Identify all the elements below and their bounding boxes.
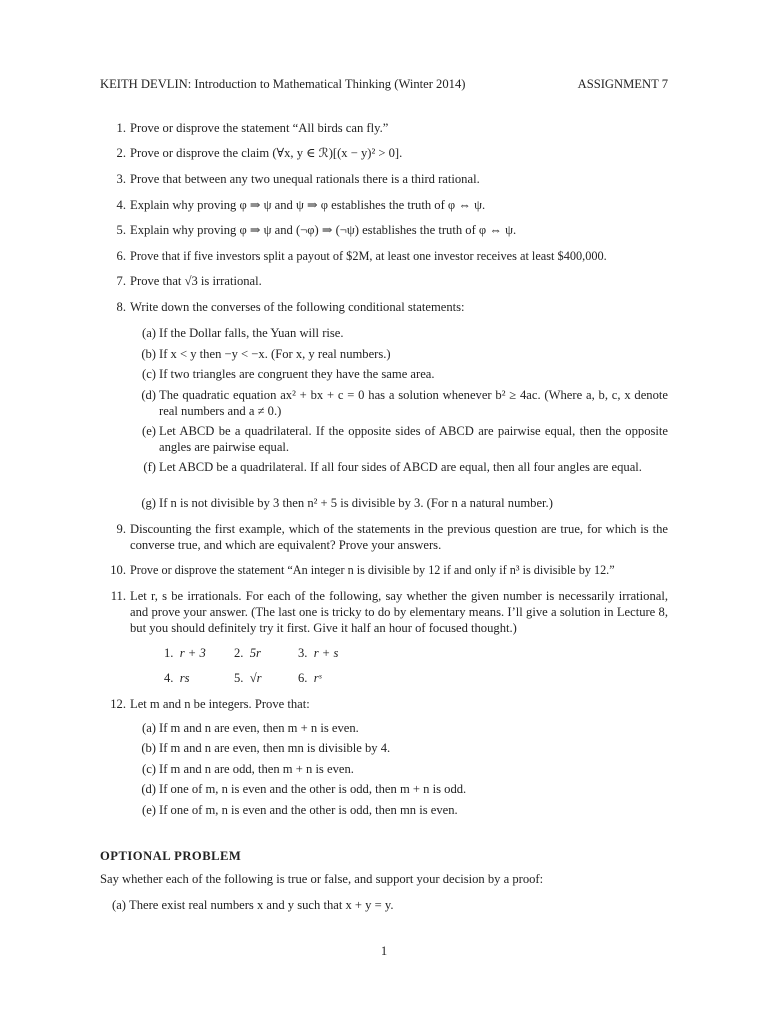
q8-item-g: [130, 495, 668, 511]
item-text: Let ABCD be a quadrilateral. If all four sides of ABCD are equal, then all four angles are equal.: [159, 460, 642, 474]
q11-item-4: [164, 670, 190, 686]
q12-item-a: [130, 720, 668, 736]
item-label: (a): [142, 721, 156, 735]
q12-item-c: [130, 761, 668, 777]
question-number: 6.: [116, 249, 126, 263]
item-expression: r + s: [313, 646, 339, 660]
question-text: Discounting the first example, which of the statements in the previous question are true, for which is the converse true, and which are equivalent? Prove your answers.: [130, 522, 668, 552]
item-label: (b): [141, 741, 156, 755]
question-number: 8.: [116, 300, 126, 314]
q12-item-d: [130, 781, 668, 797]
question-3: [100, 171, 668, 187]
question-number: 3.: [116, 172, 126, 186]
item-text: If n is not divisible by 3 then n² + 5 is divisible by 3. (For n a natural number.): [159, 496, 553, 510]
item-text: The quadratic equation ax² + bx + c = 0 has a solution whenever b² ≥ 4ac. (Where a, b, c, x denote real numbers and a ≠ 0.): [159, 388, 668, 418]
item-label: (c): [142, 367, 156, 381]
question-text: Prove that √3 is irrational.: [130, 274, 262, 288]
page-header: [100, 76, 668, 92]
header-course-title: KEITH DEVLIN: Introduction to Mathematical Thinking (Winter 2014): [100, 77, 466, 91]
item-text: If m and n are even, then m + n is even.: [159, 721, 359, 735]
item-label: (d): [141, 782, 156, 796]
item-number: 4.: [164, 671, 174, 685]
question-text: Explain why proving φ ⇒ ψ and (¬φ) ⇒ (¬ψ) establishes the truth of φ ⇔ ψ.: [130, 223, 517, 237]
question-4: [100, 197, 668, 213]
item-label: (d): [141, 388, 156, 402]
item-text: If the Dollar falls, the Yuan will rise.: [159, 326, 344, 340]
q8-item-b: [130, 346, 668, 362]
item-expression: rs: [179, 671, 190, 685]
item-label: (c): [142, 762, 156, 776]
item-label: (e): [142, 803, 156, 817]
item-label: (a): [112, 898, 126, 912]
optional-item-a: [100, 897, 668, 913]
question-number: 10.: [110, 563, 126, 577]
item-number: 6.: [298, 671, 308, 685]
item-text: If one of m, n is even and the other is odd, then mn is even.: [159, 803, 458, 817]
item-text: If x < y then −y < −x. (For x, y real numbers.): [159, 347, 391, 361]
item-expression: r + 3: [179, 646, 206, 660]
question-10: [100, 562, 668, 578]
q11-item-2: [234, 645, 261, 661]
header-assignment-label: ASSIGNMENT 7: [577, 77, 668, 91]
item-label: (a): [142, 326, 156, 340]
q11-item-1: [164, 645, 206, 661]
item-text: If two triangles are congruent they have the same area.: [159, 367, 435, 381]
item-label: (e): [142, 424, 156, 438]
item-text: If m and n are even, then mn is divisible by 4.: [159, 741, 391, 755]
question-number: 4.: [116, 198, 126, 212]
question-5: [100, 222, 668, 238]
question-2: [100, 145, 668, 161]
question-number: 7.: [116, 274, 126, 288]
question-1: [100, 120, 668, 136]
question-11: [100, 588, 668, 636]
question-text: Explain why proving φ ⇒ ψ and ψ ⇒ φ establishes the truth of φ ⇔ ψ.: [130, 198, 486, 212]
item-number: 2.: [234, 646, 244, 660]
q12-item-e: [130, 802, 668, 818]
question-text: Prove that between any two unequal rationals there is a third rational.: [130, 172, 480, 186]
question-number: 2.: [116, 146, 126, 160]
question-text: Prove or disprove the statement “All birds can fly.”: [130, 121, 389, 135]
question-number: 1.: [116, 121, 126, 135]
q11-item-5: [234, 670, 262, 686]
q8-item-e: [130, 423, 668, 455]
item-text: If one of m, n is even and the other is odd, then m + n is odd.: [159, 782, 467, 796]
question-number: 11.: [110, 589, 126, 603]
question-6: [100, 248, 668, 264]
question-text: Prove that if five investors split a payout of $2M, at least one investor receives at least $400,000.: [130, 249, 607, 263]
question-text: Prove or disprove the statement “An integer n is divisible by 12 if and only if n³ is divisible by 12.”: [130, 563, 615, 577]
question-text: Let m and n be integers. Prove that:: [130, 697, 310, 711]
question-text: Prove or disprove the claim (∀x, y ∈ ℛ)[(x − y)² > 0].: [130, 146, 403, 160]
question-number: 5.: [116, 223, 126, 237]
item-text: Let ABCD be a quadrilateral. If the opposite sides of ABCD are pairwise equal, then the opposite angles are pairwise equal.: [159, 424, 668, 454]
page-number: 1: [380, 944, 388, 958]
optional-intro: Say whether each of the following is true or false, and support your decision by a proof:: [100, 872, 544, 886]
question-text: Write down the converses of the following conditional statements:: [130, 300, 465, 314]
q8-item-f: [130, 459, 668, 475]
question-number: 9.: [116, 522, 126, 536]
q11-item-6: [298, 670, 321, 686]
item-expression: 5r: [249, 646, 261, 660]
question-7: [100, 273, 668, 289]
optional-heading: OPTIONAL PROBLEM: [100, 849, 242, 863]
question-8: [100, 299, 668, 315]
item-expression: rˢ: [313, 671, 322, 685]
q12-item-b: [130, 740, 668, 756]
q8-item-d: [130, 387, 668, 419]
item-number: 3.: [298, 646, 308, 660]
item-label: (g): [141, 496, 156, 510]
question-12: [100, 696, 668, 712]
item-number: 5.: [234, 671, 244, 685]
item-label: (b): [141, 347, 156, 361]
q8-item-c: [130, 366, 668, 382]
item-label: (f): [143, 460, 156, 474]
q8-item-a: [130, 325, 668, 341]
item-number: 1.: [164, 646, 174, 660]
question-text: Let r, s be irrationals. For each of the following, say whether the given number is necessarily irrational, and prove your answer. (The last one is tricky to do by elementary means. I’ll give a solution in Lecture 8, but you should definitely try it first. Give it half an hour of focused thought.): [130, 589, 668, 635]
item-text: If m and n are odd, then m + n is even.: [159, 762, 354, 776]
question-9: [100, 521, 668, 553]
q11-item-3: [298, 645, 338, 661]
question-number: 12.: [110, 697, 126, 711]
item-expression: √r: [249, 671, 262, 685]
item-text: There exist real numbers x and y such that x + y = y.: [129, 898, 394, 912]
